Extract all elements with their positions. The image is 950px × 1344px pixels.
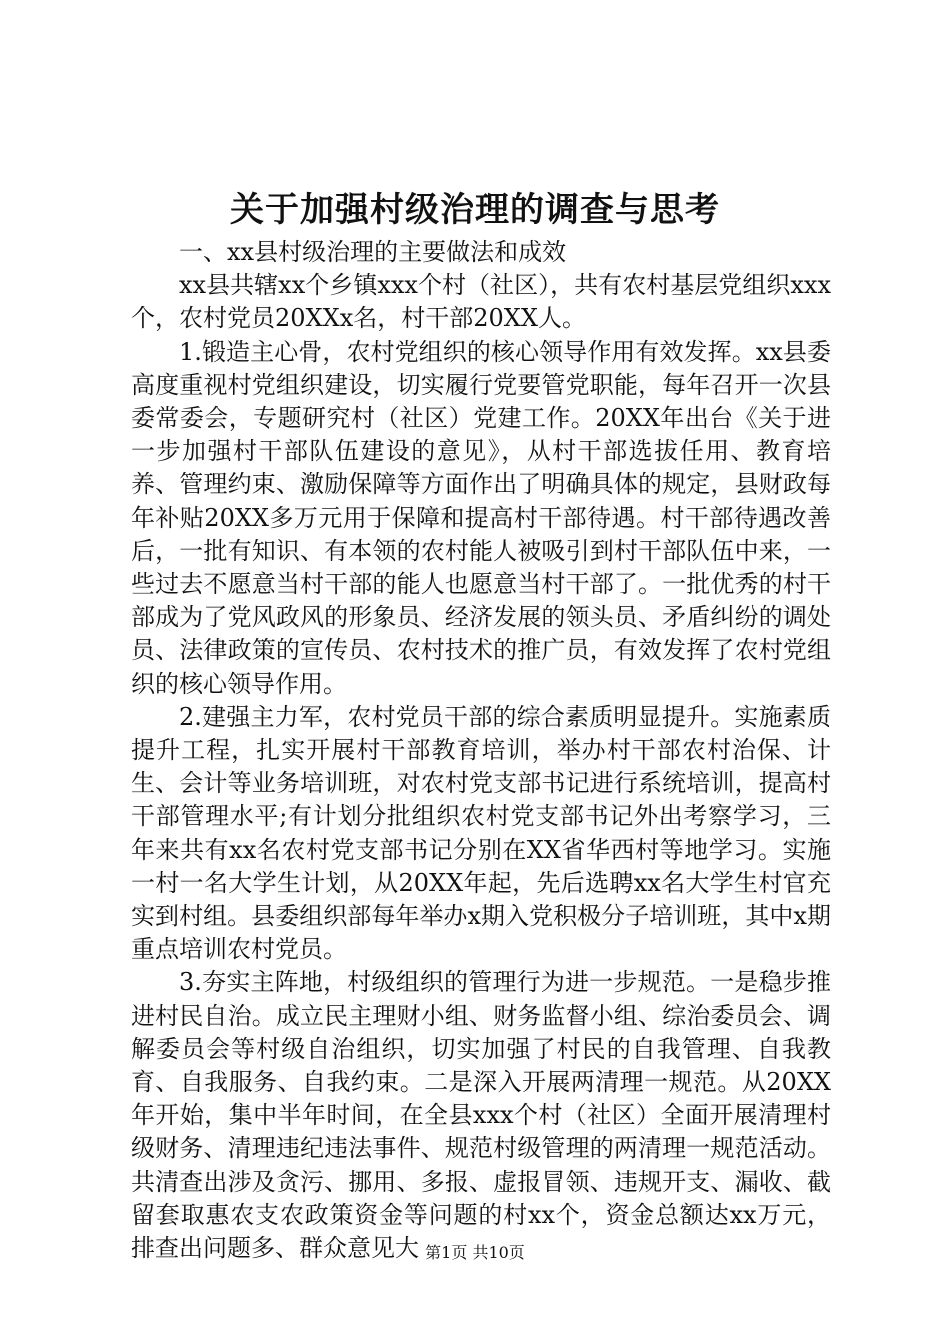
section-heading: 一、xx县村级治理的主要做法和成效	[179, 238, 567, 266]
paragraph-point-1: 1.锻造主心骨，农村党组织的核心领导作用有效发挥。xx县委高度重视村党组织建设，切实履行党要管党职能，每年召开一次县委常委会，专题研究村（社区）党建工作。20XX年出台《关于进一步加强村干部队伍建设的意见》，从村干部选拔任用、教育培养、管理约束、激励保障等方面作出了明确具体的规定，县财政每年补贴20XX多万元用于保障和提高村干部待遇。村干部待遇改善后，一批有知识、有本领的农村能人被吸引到村干部队伍中来，一些过去不愿意当村干部的能人也愿意当村干部了。一批优秀的村干部成为了党风政风的形象员、经济发展的领头员、矛盾纠纷的调处员、法律政策的宣传员、农村技术的推广员，有效发挥了农村党组织的核心领导作用。	[131, 337, 831, 698]
document-body	[131, 236, 831, 1265]
paragraph-overview: xx县共辖xx个乡镇xxx个村（社区），共有农村基层党组织xxx个，农村党员20XXx名，村干部20XX人。	[131, 271, 831, 333]
document-title: 关于加强村级治理的调查与思考	[230, 190, 720, 230]
paragraph-point-2: 2.建强主力军，农村党员干部的综合素质明显提升。实施素质提升工程，扎实开展村干部教育培训，举办村干部农村治保、计生、会计等业务培训班，对农村党支部书记进行系统培训，提高村干部管理水平;有计划分批组织农村党支部书记外出考察学习，三年来共有xx名农村党支部书记分别在XX省华西村等地学习。实施一村一名大学生计划，从20XX年起，先后选聘xx名大学生村官充实到村组。县委组织部每年举办x期入党积极分子培训班，其中x期重点培训农村党员。	[131, 702, 831, 964]
paragraph-point-3: 3.夯实主阵地，村级组织的管理行为进一步规范。一是稳步推进村民自治。成立民主理财小组、财务监督小组、综治委员会、调解委员会等村级自治组织，切实加强了村民的自我管理、自我教育、自我服务、自我约束。二是深入开展两清理一规范。从20XX年开始，集中半年时间，在全县xxx个村（社区）全面开展清理村级财务、清理违纪违法事件、规范村级管理的两清理一规范活动。共清查出涉及贪污、挪用、多报、虚报冒领、违规开支、漏收、截留套取惠农支农政策资金等问题的村xx个，资金总额达xx万元，排查出问题多、群众意见大	[131, 968, 831, 1263]
page-footer: 第1页 共10页	[425, 1243, 525, 1262]
